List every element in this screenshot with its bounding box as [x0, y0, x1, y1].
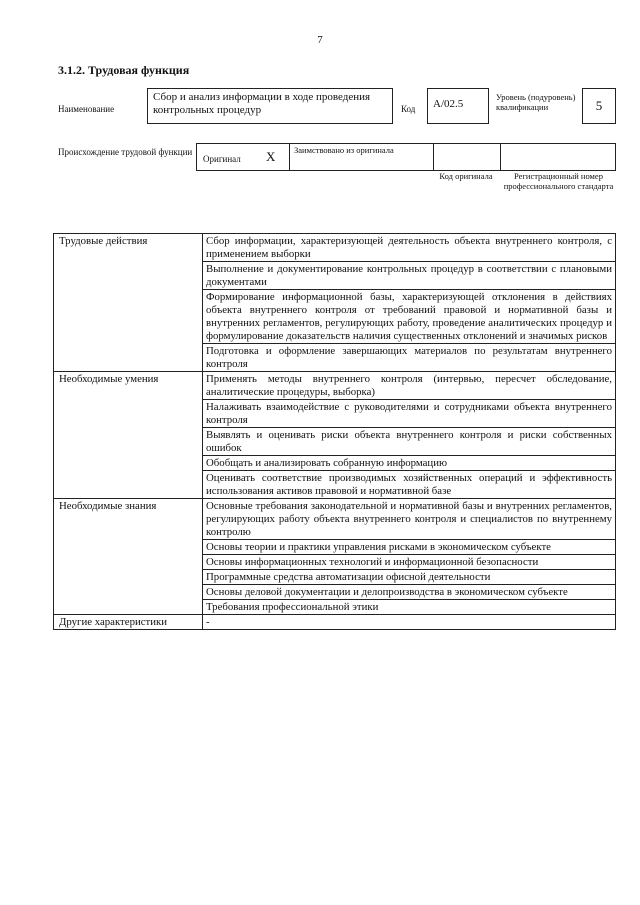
list-item: Основы теории и практики управления рисками в экономическом субъекте: [203, 540, 616, 555]
category-cell: Трудовые действия: [54, 234, 203, 372]
list-item: Оценивать соответствие производимых хозяйственных операций и эффективность использования активов правовой и нормативной базе: [203, 471, 616, 499]
list-item: Основные требования законодательной и нормативной базы и внутренних регламентов, регулирующих работу объекта внутреннего контроля и специалистов по внутреннему контролю: [203, 499, 616, 540]
name-label: Наименование: [58, 104, 115, 114]
origin-box: [196, 143, 616, 171]
table-row: [54, 234, 616, 262]
origin-divider: [433, 144, 434, 170]
list-item: Выявлять и оценивать риски объекта внутреннего контроля и риски собственных ошибок: [203, 428, 616, 456]
category-cell: Необходимые умения: [54, 372, 203, 499]
list-item: Программные средства автоматизации офисной деятельности: [203, 570, 616, 585]
list-item: Требования профессиональной этики: [203, 600, 616, 615]
competency-table: [53, 233, 616, 630]
section-title: 3.1.2. Трудовая функция: [58, 63, 190, 77]
function-name-value: Сбор и анализ информации в ходе проведения контрольных процедур: [153, 91, 371, 116]
table-row: [54, 499, 616, 540]
list-item: Подготовка и оформление завершающих материалов по результатам внутреннего контроля: [203, 344, 616, 372]
qualification-level-value: 5: [595, 98, 603, 113]
code-original-caption: Код оригинала: [439, 171, 493, 181]
origin-divider: [289, 144, 290, 170]
page-number: 7: [317, 34, 323, 46]
code-label: Код: [401, 104, 416, 114]
original-label: Оригинал: [203, 154, 241, 164]
origin-label: Происхождение трудовой функции: [58, 147, 193, 157]
list-item: Применять методы внутреннего контроля (интервью, пересчет обследование, аналитические процедуры, выборка): [203, 372, 616, 400]
list-item: -: [203, 615, 616, 630]
reg-number-caption: Регистрационный номер профессионального стандарта: [503, 171, 614, 191]
list-item: Формирование информационной базы, характеризующей отклонения в действиях объекта внутреннего контроля от требований правовой и нормативной базы и внутренних регламентов, регулирующих работу, проведение аналитических процедур и формулирование доказательств наличия существенных отклонений и значимых рисков: [203, 290, 616, 344]
list-item: Основы информационных технологий и информационной безопасности: [203, 555, 616, 570]
list-item: Выполнение и документирование контрольных процедур в соответствии с плановыми документами: [203, 262, 616, 290]
table-row: [54, 372, 616, 400]
original-mark: X: [266, 149, 276, 164]
table-row: [54, 615, 616, 630]
qualification-level-label: Уровень (подуровень) квалификации: [496, 92, 576, 112]
list-item: Обобщать и анализировать собранную информацию: [203, 456, 616, 471]
code-box: [427, 88, 489, 124]
list-item: Сбор информации, характеризующей деятельность объекта внутреннего контроля, с применением выборки: [203, 234, 616, 262]
list-item: Основы деловой документации и делопроизводства в экономическом субъекте: [203, 585, 616, 600]
category-cell: Необходимые знания: [54, 499, 203, 615]
borrowed-label: Заимствовано из оригинала: [294, 145, 394, 155]
function-name-box: [147, 88, 393, 124]
code-value: А/02.5: [433, 98, 464, 110]
origin-divider: [500, 144, 501, 170]
qualification-level-box: [582, 88, 616, 124]
list-item: Налаживать взаимодействие с руководителями и сотрудниками объекта внутреннего контроля: [203, 400, 616, 428]
category-cell: Другие характеристики: [54, 615, 203, 630]
